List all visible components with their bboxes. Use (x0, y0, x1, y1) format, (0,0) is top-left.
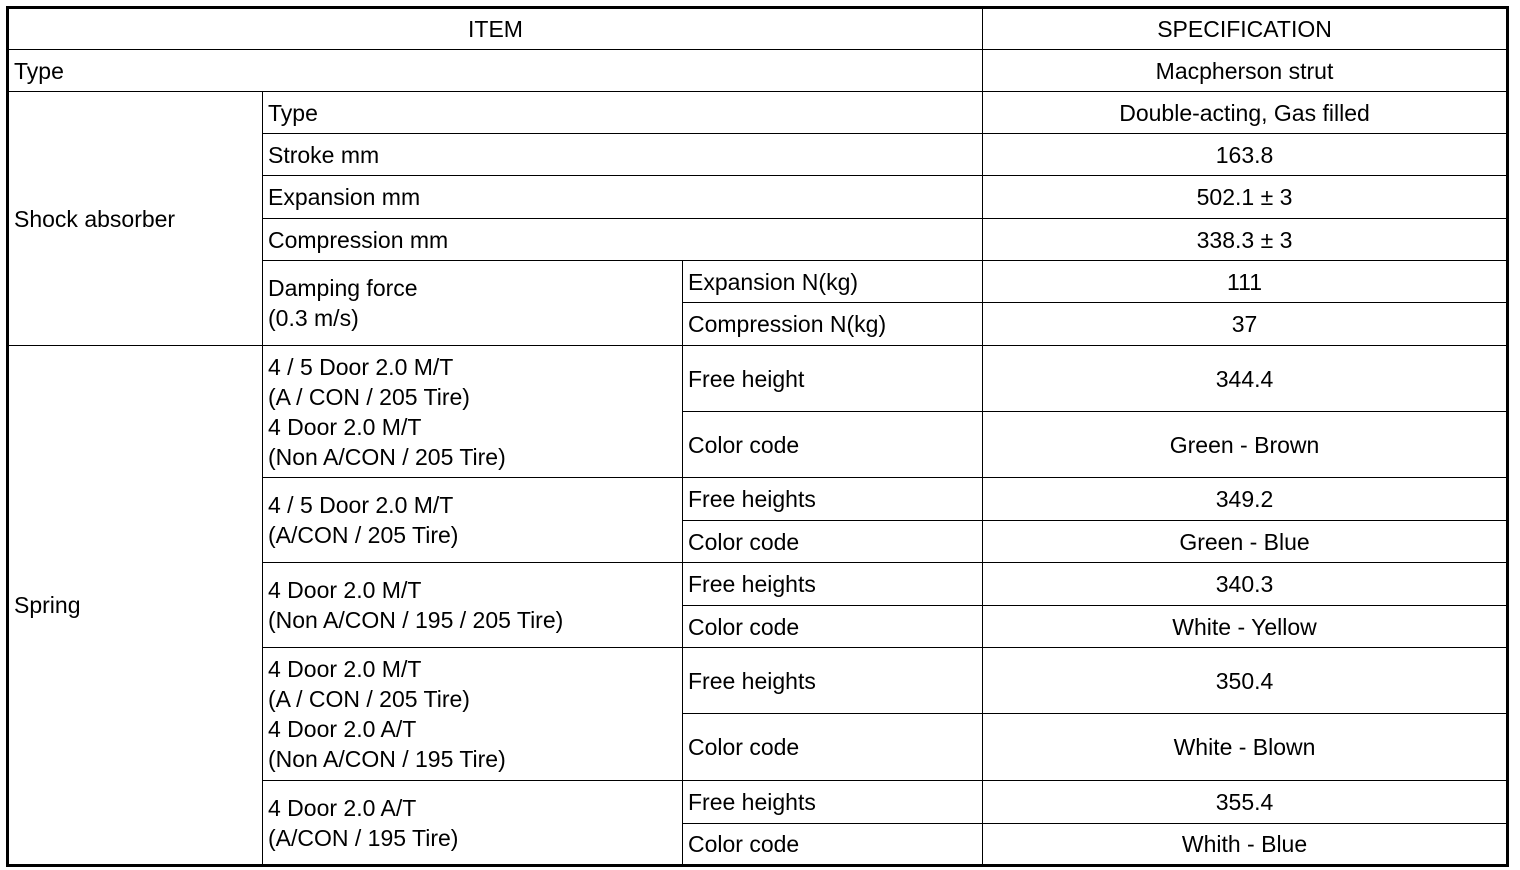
header-item: ITEM (8, 8, 983, 50)
type-value: Macpherson strut (983, 50, 1508, 92)
free-height-value: 350.4 (983, 648, 1508, 714)
expansion-label: Expansion mm (263, 176, 983, 219)
spring-group-1-line: 4 Door 2.0 M/T (268, 413, 422, 440)
spring-group-4-label (263, 648, 683, 781)
free-height-value: 340.3 (983, 563, 1508, 606)
free-height-label: Free heights (683, 478, 983, 521)
color-code-label: Color code (683, 824, 983, 866)
free-height-label: Free heights (683, 648, 983, 714)
spring-group-4-line: (A / CON / 205 Tire) (268, 686, 470, 712)
spring-group-3-line: 4 Door 2.0 M/T (268, 577, 422, 603)
color-code-label: Color code (683, 714, 983, 781)
damping-speed-line: (0.3 m/s) (268, 305, 359, 331)
color-code-label: Color code (683, 412, 983, 478)
spring-group-1-line: 4 / 5 Door 2.0 M/T (268, 353, 454, 380)
spring-group-3-label (263, 563, 683, 648)
spring-group-1-line: (Non A/CON / 205 Tire) (268, 443, 506, 470)
damping-compression-label: Compression N(kg) (683, 303, 983, 346)
spring-label: Spring (8, 346, 263, 866)
free-height-label: Free height (683, 346, 983, 412)
spring-group-5-line: 4 Door 2.0 A/T (268, 794, 417, 821)
free-height-value: 355.4 (983, 781, 1508, 824)
color-code-value: Green - Brown (983, 412, 1508, 478)
spring-group-2-line: (A/CON / 205 Tire) (268, 522, 459, 548)
color-code-label: Color code (683, 606, 983, 648)
damping-force-line: Damping force (268, 275, 418, 301)
expansion-value: 502.1 ± 3 (983, 176, 1508, 219)
table-row (8, 50, 1508, 92)
free-height-value: 349.2 (983, 478, 1508, 521)
damping-force-label (263, 261, 683, 346)
color-code-value: Green - Blue (983, 521, 1508, 563)
color-code-value: Whith - Blue (983, 824, 1508, 866)
spring-group-1-label (263, 346, 683, 478)
color-code-value: White - Blown (983, 714, 1508, 781)
header-specification: SPECIFICATION (983, 8, 1508, 50)
header-row (8, 8, 1508, 50)
damping-expansion-value: 111 (983, 261, 1508, 303)
color-code-value: White - Yellow (983, 606, 1508, 648)
stroke-value: 163.8 (983, 134, 1508, 176)
compression-label: Compression mm (263, 219, 983, 261)
spring-group-4-line: 4 Door 2.0 A/T (268, 716, 417, 742)
damping-expansion-label: Expansion N(kg) (683, 261, 983, 303)
spring-group-5-line: (A/CON / 195 Tire) (268, 824, 459, 851)
damping-compression-value: 37 (983, 303, 1508, 346)
shock-absorber-label: Shock absorber (8, 92, 263, 346)
spring-group-5-label (263, 781, 683, 866)
table-row (8, 346, 1508, 412)
spring-group-1-line: (A / CON / 205 Tire) (268, 383, 470, 410)
spec-table (6, 6, 1509, 867)
shock-type-value: Double-acting, Gas filled (983, 92, 1508, 134)
compression-value: 338.3 ± 3 (983, 219, 1508, 261)
spring-group-2-line: 4 / 5 Door 2.0 M/T (268, 492, 454, 518)
spring-group-2-label (263, 478, 683, 563)
free-height-value: 344.4 (983, 346, 1508, 412)
free-height-label: Free heights (683, 563, 983, 606)
type-label: Type (8, 50, 983, 92)
spring-group-4-line: 4 Door 2.0 M/T (268, 656, 422, 682)
stroke-label: Stroke mm (263, 134, 983, 176)
shock-type-label: Type (263, 92, 983, 134)
spring-group-3-line: (Non A/CON / 195 / 205 Tire) (268, 607, 564, 633)
color-code-label: Color code (683, 521, 983, 563)
table-row (8, 92, 1508, 134)
free-height-label: Free heights (683, 781, 983, 824)
spring-group-4-line: (Non A/CON / 195 Tire) (268, 746, 506, 772)
